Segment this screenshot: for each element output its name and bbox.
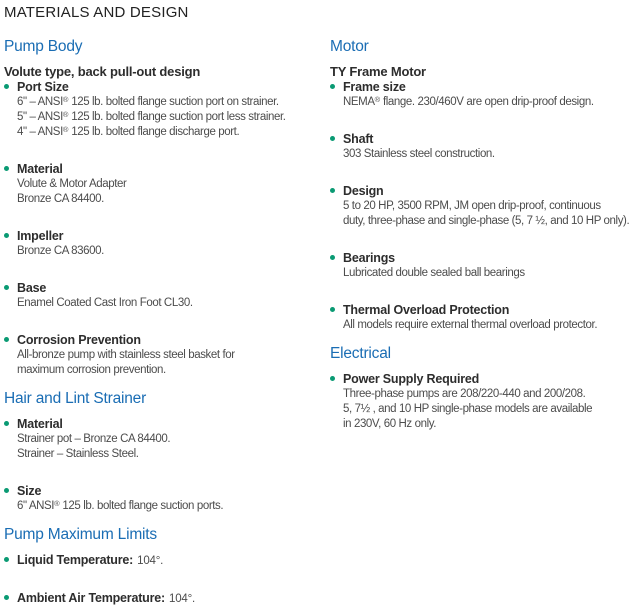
- spec-item-head: [4, 332, 330, 348]
- spec-section: [4, 390, 330, 514]
- spec-lines: [330, 199, 629, 229]
- spec-line: duty, three-phase and single-phase (5, 7 ½, and 10 HP only).: [343, 215, 629, 227]
- spec-item: [330, 183, 629, 229]
- spec-label: Ambient Air Temperature:: [17, 591, 166, 605]
- spec-section: [4, 38, 330, 378]
- bullet-icon: [330, 376, 335, 381]
- spec-section: [330, 38, 629, 333]
- spec-item: [4, 590, 330, 607]
- spec-lines: [4, 348, 330, 378]
- spec-line: 6" ANSI® 125 lb. bolted flange suction ports.: [17, 499, 224, 512]
- spec-line: NEMA® flange. 230/460V are open drip-proof design.: [343, 95, 594, 108]
- spec-label: Bearings: [343, 251, 395, 265]
- spec-line: 5" – ANSI® 125 lb. bolted flange suction port less strainer.: [17, 110, 286, 123]
- section-items: [330, 79, 629, 333]
- spec-item: [330, 131, 629, 162]
- spec-item-head: [330, 183, 629, 199]
- spec-section: [4, 526, 330, 607]
- spec-lines: [4, 177, 330, 207]
- spec-lines: [330, 266, 629, 281]
- spec-label: Frame size: [343, 80, 406, 94]
- bullet-icon: [4, 285, 9, 290]
- spec-label: Power Supply Required: [343, 372, 480, 386]
- spec-sheet-page: [4, 5, 629, 607]
- spec-line: 6" – ANSI® 125 lb. bolted flange suction port on strainer.: [17, 95, 279, 108]
- spec-value: 104°.: [169, 593, 195, 605]
- spec-item-head: [4, 552, 330, 569]
- spec-item-head: [4, 280, 330, 296]
- spec-item: [4, 79, 330, 140]
- spec-item-head: [330, 302, 629, 318]
- spec-line: Lubricated double sealed ball bearings: [343, 267, 525, 279]
- spec-lines: [4, 296, 330, 311]
- section-items: [4, 552, 330, 607]
- bullet-icon: [330, 307, 335, 312]
- spec-item: [330, 302, 629, 333]
- spec-lines: [4, 499, 330, 514]
- section-heading: Pump Maximum Limits: [4, 526, 157, 543]
- spec-item: [4, 416, 330, 462]
- section-items: [4, 79, 330, 378]
- column-right: [330, 38, 629, 432]
- spec-value: 104°.: [137, 555, 164, 567]
- spec-item-head: [330, 79, 629, 95]
- spec-label: Liquid Temperature:: [17, 553, 134, 567]
- bullet-icon: [4, 488, 9, 493]
- spec-item-head: [4, 79, 330, 95]
- spec-line: maximum corrosion prevention.: [17, 364, 166, 376]
- spec-line: All-bronze pump with stainless steel basket for: [17, 349, 235, 361]
- bullet-icon: [330, 188, 335, 193]
- spec-lines: [330, 95, 629, 110]
- page-title: MATERIALS AND DESIGN: [4, 4, 189, 21]
- bullet-icon: [4, 84, 9, 89]
- spec-line: 5 to 20 HP, 3500 RPM, JM open drip-proof, continuous: [343, 200, 601, 212]
- spec-line: Strainer pot – Bronze CA 84400.: [17, 433, 171, 445]
- spec-label: Material: [17, 417, 63, 431]
- spec-line: 303 Stainless steel construction.: [343, 148, 495, 160]
- bullet-icon: [4, 337, 9, 342]
- section-heading: Pump Body: [4, 38, 83, 55]
- spec-item: [330, 250, 629, 281]
- bullet-icon: [330, 84, 335, 89]
- spec-line: All models require external thermal overload protector.: [343, 319, 598, 331]
- bullet-icon: [4, 233, 9, 238]
- spec-line: Enamel Coated Cast Iron Foot CL30.: [17, 297, 193, 309]
- section-heading: Hair and Lint Strainer: [4, 390, 147, 407]
- spec-label: Port Size: [17, 80, 69, 94]
- spec-line: 4" – ANSI® 125 lb. bolted flange discharge port.: [17, 125, 240, 138]
- bullet-icon: [4, 595, 9, 600]
- bullet-icon: [4, 557, 9, 562]
- section-heading: Motor: [330, 38, 369, 55]
- bullet-icon: [330, 136, 335, 141]
- spec-label: Size: [17, 484, 42, 498]
- spec-line: Bronze CA 84400.: [17, 193, 104, 205]
- spec-lines: [330, 318, 629, 333]
- section-heading: Electrical: [330, 345, 391, 362]
- spec-item-head: [4, 161, 330, 177]
- spec-item: [4, 332, 330, 378]
- spec-lines: [4, 95, 330, 140]
- spec-section: [330, 345, 629, 432]
- section-items: [330, 371, 629, 432]
- spec-item: [4, 552, 330, 569]
- spec-label: Thermal Overload Protection: [343, 303, 510, 317]
- section-subheading: Volute type, back pull-out design: [4, 64, 201, 79]
- spec-label: Shaft: [343, 132, 374, 146]
- spec-line: 5, 7½ , and 10 HP single-phase models are available: [343, 403, 593, 415]
- bullet-icon: [4, 166, 9, 171]
- section-items: [4, 416, 330, 514]
- spec-lines: [330, 147, 629, 162]
- bullet-icon: [330, 255, 335, 260]
- spec-item-head: [330, 250, 629, 266]
- spec-item: [330, 371, 629, 432]
- spec-label: Material: [17, 162, 63, 176]
- column-left: [4, 38, 330, 607]
- spec-line: Volute & Motor Adapter: [17, 178, 127, 190]
- spec-label: Base: [17, 281, 47, 295]
- spec-item-head: [4, 590, 330, 607]
- spec-item-head: [330, 131, 629, 147]
- spec-line: Bronze CA 83600.: [17, 245, 104, 257]
- spec-label: Corrosion Prevention: [17, 333, 141, 347]
- spec-item-head: [330, 371, 629, 387]
- spec-line: Strainer – Stainless Steel.: [17, 448, 139, 460]
- spec-lines: [330, 387, 629, 432]
- spec-item: [4, 483, 330, 514]
- spec-line: Three-phase pumps are 208/220-440 and 200/208.: [343, 388, 586, 400]
- spec-item: [330, 79, 629, 110]
- spec-item: [4, 280, 330, 311]
- spec-item-head: [4, 416, 330, 432]
- spec-label: Design: [343, 184, 384, 198]
- bullet-icon: [4, 421, 9, 426]
- spec-item-head: [4, 483, 330, 499]
- spec-item: [4, 161, 330, 207]
- spec-lines: [4, 432, 330, 462]
- spec-line: in 230V, 60 Hz only.: [343, 418, 437, 430]
- spec-item: [4, 228, 330, 259]
- section-subheading: TY Frame Motor: [330, 64, 426, 79]
- two-column-layout: [4, 38, 629, 607]
- spec-item-head: [4, 228, 330, 244]
- spec-lines: [4, 244, 330, 259]
- spec-label: Impeller: [17, 229, 64, 243]
